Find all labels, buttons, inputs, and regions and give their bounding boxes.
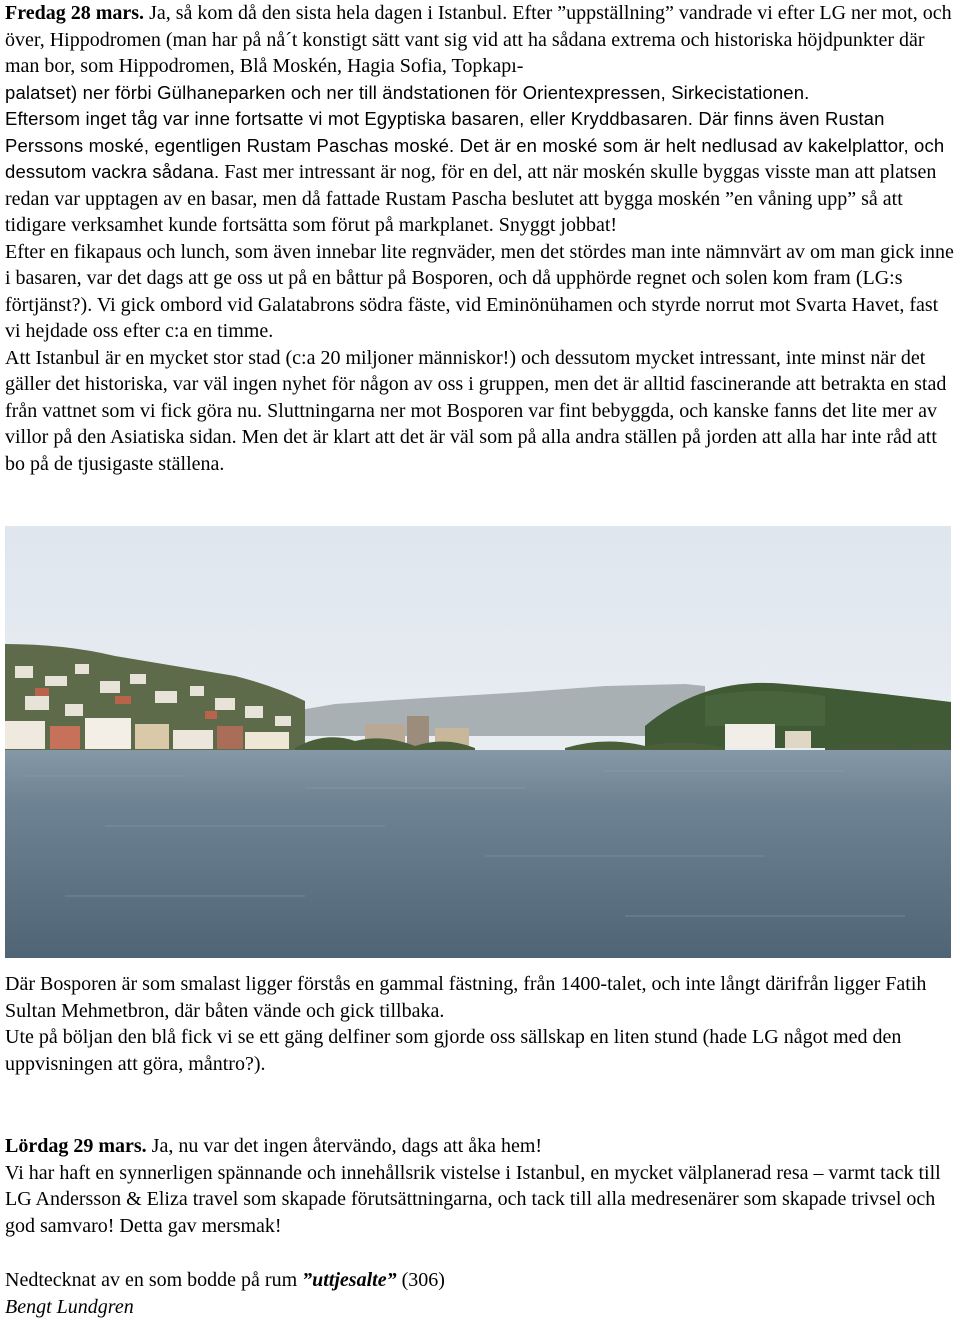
signoff-nickname: ”uttjesalte” [302,1269,397,1291]
friday-date-heading: Fredag 28 mars. [5,2,145,24]
author-name: Bengt Lundgren [5,1295,134,1318]
after-photo-section [5,971,955,1077]
signoff-line [5,1267,955,1294]
intro-text-continued: palatset) ner förbi Gülhaneparken och ner till ändstationen för Orientexpressen, Sirkecistationen. [5,81,810,103]
friday-section [5,0,955,477]
saturday-date-heading: Lördag 29 mars. [5,1135,147,1157]
signoff-room: (306) [396,1269,445,1291]
intro-text: Ja, så kom då den sista hela dagen i Istanbul. Efter ”uppställning” vandrade vi efter LG ner mot, och över, Hippodromen (man har på nå´t konstigt sätt vant sig vid att ha sådana extrema och historiska höjdpunkter där man bor, som Hippodromen, Blå Moskén, Hagia Sofia, Topkapı- [5,2,952,77]
paragraph-fortress: Där Bosporen är som smalast ligger förstås en gammal fästning, från 1400-talet, och inte långt därifrån ligger Fatih Sultan Mehmetbron, där båten vände och gick tillbaka. [5,973,927,1022]
saturday-section [5,1133,955,1239]
signoff-prefix: Nedtecknat av en som bodde på rum [5,1269,303,1291]
paragraph-thanks: Vi har haft en synnerligen spännande och innehållsrik vistelse i Istanbul, en mycket välplanerad resa – varmt tack till LG Andersson & Eliza travel som skapade förutsättningarna, och tack till alla medresenärer som skapade trivsel och god samvaro! Detta gav mersmak! [5,1161,941,1237]
paragraph-boat-trip: Efter en fikapaus och lunch, som även innebar lite regnväder, men det stördes man inte nämnvärt av om man gick inne i basaren, var det dags att ge oss ut på en båttur på Bosporen, och då upphörde regnet och solen kom fram (LG:s förtjänst?). Vi gick ombord vid Galatabrons södra fäste, vid Eminönühamen och styrde norrut mot Svarta Havet, fast vi hejdade oss efter c:a en timme. [5,240,954,342]
bazaar-text-continued: Fast mer intressant är nog, för en del, att när moskén skulle byggas visste man att platsen redan var upptagen av en basar, men då fattade Rustam Pascha beslutet att bygga moskén ”en våning upp” så att tidigare verksamhet kunde fortsätta som förut på markplanet. Snyggt jobbat! [5,161,937,236]
bosporus-photo [5,526,951,958]
bazaar-text: Eftersom inget tåg var inne fortsatte vi mot Egyptiska basaren, eller Kryddbasaren. Där finns även Rustan Perssons moské, egentligen Rustam Paschas moské. Det är en moské som är helt nedlusad av kakelplattor, och dessutom vackra sådana. [5,108,945,182]
paragraph-bazaar [5,106,955,239]
paragraph-saturday-intro [5,1133,955,1160]
paragraph-istanbul: Att Istanbul är en mycket stor stad (c:a 20 miljoner människor!) och dessutom mycket intressant, inte minst när det gäller det historiska, var väl ingen nyhet för någon av oss i gruppen, men det är alltid fascinerande att betrakta en stad från vattnet som vi fick göra nu. Sluttningarna ner mot Bosporen var fint bebyggda, och kanske fanns det lite mer av villor på den Asiatiska sidan. Men det är klart att det är väl som på alla andra ställen på jorden att alla har inte råd att bo på de tjusigaste ställena. [5,346,947,475]
paragraph-intro [5,0,955,106]
signoff-section [5,1267,955,1320]
paragraph-dolphins: Ute på böljan den blå fick vi se ett gäng delfiner som gjorde oss sällskap en liten stund (hade LG något med den uppvisningen att göra, måntro?). [5,1026,902,1075]
saturday-intro-text: Ja, nu var det ingen återvändo, dags att åka hem! [146,1135,543,1157]
